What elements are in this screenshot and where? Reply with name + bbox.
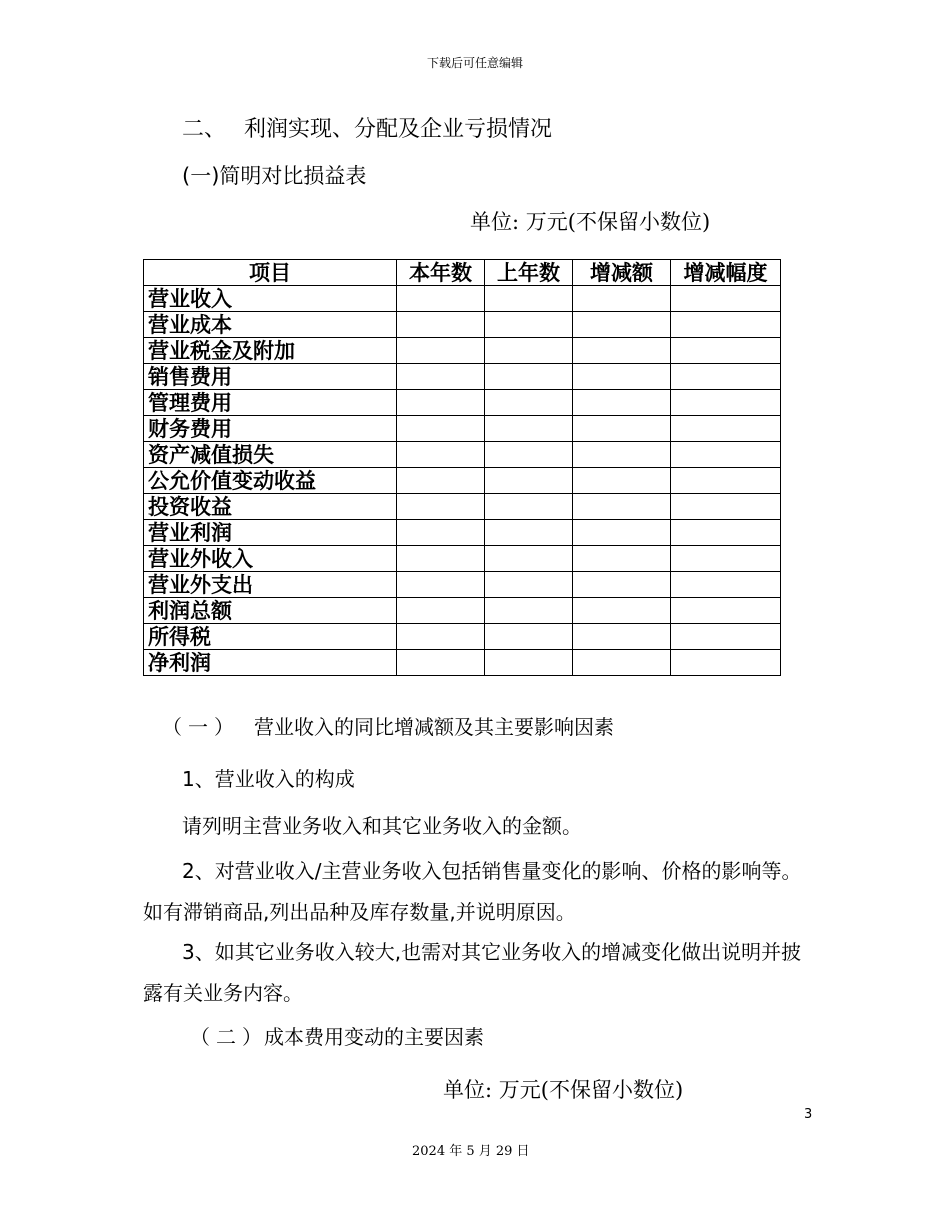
item2-paragraph: 2、对营业收入/主营业务收入包括销售量变化的影响、价格的影响等。如有滞销商品,列出品种及库存数量,并说明原因。 <box>143 859 802 924</box>
column-header: 本年数 <box>397 260 485 286</box>
item3-paragraph: 3、如其它业务收入较大,也需对其它业务收入的增减变化做出说明并披露有关业务内容。 <box>143 940 802 1005</box>
table-cell <box>485 416 573 442</box>
income-statement-table <box>143 259 781 676</box>
unit-label: 单位: 万元(不保留小数位) <box>470 210 711 234</box>
section-title: 利润实现、分配及企业亏损情况 <box>244 117 553 142</box>
table-cell <box>573 312 671 338</box>
subsection-heading: (一)简明对比损益表 <box>182 164 367 188</box>
table-row <box>144 338 781 364</box>
column-header: 增减幅度 <box>671 260 781 286</box>
table-cell <box>573 520 671 546</box>
part1-title: 营业收入的同比增减额及其主要影响因素 <box>254 715 614 739</box>
table-cell <box>485 572 573 598</box>
section-heading <box>182 112 552 143</box>
row-label: 投资收益 <box>144 494 397 520</box>
row-label: 净利润 <box>144 650 397 676</box>
table-cell <box>671 494 781 520</box>
table-cell <box>671 624 781 650</box>
table-cell <box>397 624 485 650</box>
row-label: 营业成本 <box>144 312 397 338</box>
row-label: 营业收入 <box>144 286 397 312</box>
column-header: 上年数 <box>485 260 573 286</box>
row-label: 公允价值变动收益 <box>144 468 397 494</box>
table-row <box>144 546 781 572</box>
table-cell <box>573 390 671 416</box>
table-cell <box>485 468 573 494</box>
table-row <box>144 364 781 390</box>
column-header: 项目 <box>144 260 397 286</box>
table-cell <box>573 572 671 598</box>
part1-heading <box>162 711 614 740</box>
table-cell <box>573 364 671 390</box>
table-cell <box>671 364 781 390</box>
table-cell <box>485 650 573 676</box>
item1-detail: 请列明主营业务收入和其它业务收入的金额。 <box>182 814 582 838</box>
row-label: 营业利润 <box>144 520 397 546</box>
table-cell <box>485 494 573 520</box>
table-row <box>144 624 781 650</box>
row-label: 营业税金及附加 <box>144 338 397 364</box>
part2-heading <box>190 1021 484 1050</box>
row-label: 营业外支出 <box>144 572 397 598</box>
table-cell <box>485 520 573 546</box>
row-label: 所得税 <box>144 624 397 650</box>
table-cell <box>397 572 485 598</box>
header-note: 下载后可任意编辑 <box>426 56 523 70</box>
table-cell <box>397 286 485 312</box>
part2-title: 成本费用变动的主要因素 <box>264 1025 484 1049</box>
page-number: 3 <box>804 1107 813 1122</box>
table-cell <box>397 416 485 442</box>
table-cell <box>397 650 485 676</box>
table-row <box>144 416 781 442</box>
table-cell <box>397 494 485 520</box>
table-cell <box>573 338 671 364</box>
table-row <box>144 520 781 546</box>
table-cell <box>671 416 781 442</box>
item1-heading: 1、营业收入的构成 <box>182 767 355 791</box>
table-cell <box>671 520 781 546</box>
table-cell <box>573 416 671 442</box>
table-cell <box>485 546 573 572</box>
table-cell <box>397 520 485 546</box>
table-row <box>144 442 781 468</box>
table-cell <box>485 364 573 390</box>
table-cell <box>397 390 485 416</box>
footer-date: 2024 年 5 月 29 日 <box>412 1144 530 1159</box>
table-row <box>144 598 781 624</box>
table-cell <box>485 390 573 416</box>
table-row <box>144 572 781 598</box>
table-cell <box>671 572 781 598</box>
table-cell <box>573 468 671 494</box>
table-cell <box>573 442 671 468</box>
table-cell <box>397 364 485 390</box>
table-row <box>144 650 781 676</box>
row-label: 财务费用 <box>144 416 397 442</box>
row-label: 利润总额 <box>144 598 397 624</box>
table-cell <box>671 442 781 468</box>
section-number: 二、 <box>182 117 227 142</box>
table-cell <box>573 650 671 676</box>
part2-label: （二） <box>190 1025 268 1049</box>
table-cell <box>485 624 573 650</box>
part1-label: （一） <box>162 715 240 739</box>
row-label: 销售费用 <box>144 364 397 390</box>
table-cell <box>573 494 671 520</box>
table-row <box>144 286 781 312</box>
table-cell <box>671 650 781 676</box>
table-cell <box>573 286 671 312</box>
table-cell <box>397 468 485 494</box>
table-cell <box>573 598 671 624</box>
unit-label-2: 单位: 万元(不保留小数位) <box>443 1078 684 1102</box>
table-cell <box>671 468 781 494</box>
table-row <box>144 494 781 520</box>
table-cell <box>397 598 485 624</box>
row-label: 资产减值损失 <box>144 442 397 468</box>
table-cell <box>671 598 781 624</box>
row-label: 管理费用 <box>144 390 397 416</box>
row-label: 营业外收入 <box>144 546 397 572</box>
table-cell <box>671 286 781 312</box>
table-row <box>144 390 781 416</box>
column-header: 增减额 <box>573 260 671 286</box>
table-cell <box>397 546 485 572</box>
table-cell <box>397 442 485 468</box>
table-cell <box>671 390 781 416</box>
table-cell <box>485 286 573 312</box>
table-cell <box>485 442 573 468</box>
table-cell <box>671 546 781 572</box>
table-cell <box>671 312 781 338</box>
table-cell <box>397 338 485 364</box>
table-cell <box>397 312 485 338</box>
table-cell <box>485 338 573 364</box>
table-row <box>144 312 781 338</box>
table-cell <box>485 312 573 338</box>
table-row <box>144 468 781 494</box>
table-cell <box>573 546 671 572</box>
table-cell <box>573 624 671 650</box>
table-header-row <box>144 260 781 286</box>
table-cell <box>671 338 781 364</box>
table-cell <box>485 598 573 624</box>
